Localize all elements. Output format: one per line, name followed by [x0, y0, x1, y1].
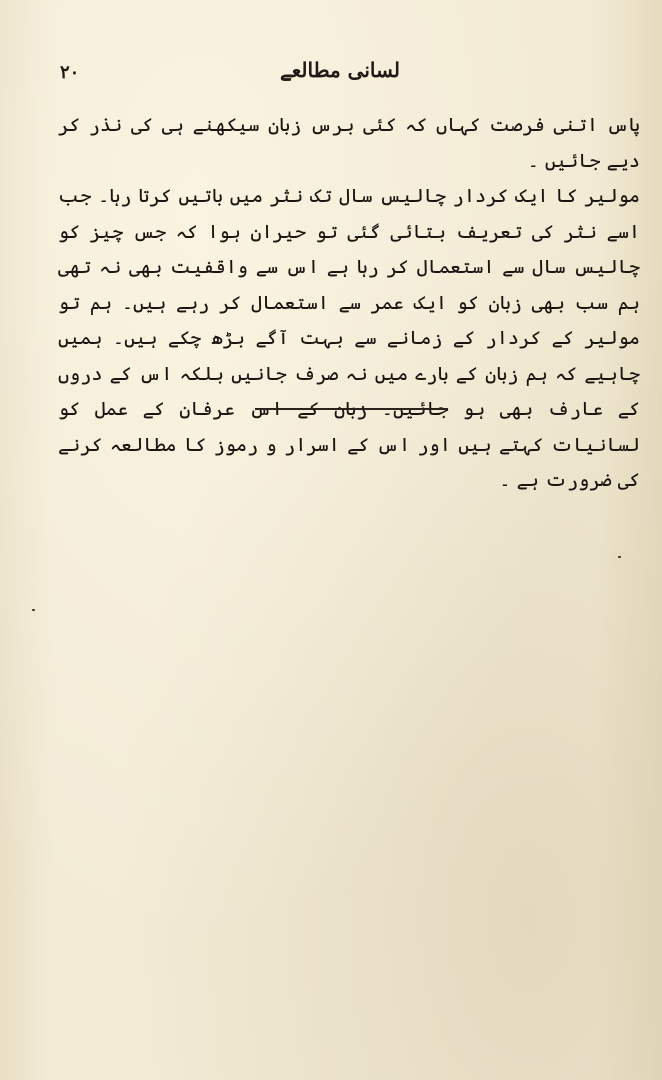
paper-speck	[618, 556, 621, 558]
paragraph-1: پاس اتنی فرصت کہاں کہ کئی برس زبان سیکھنے ہی کی نذر کر دیے جائیں ۔	[58, 114, 640, 172]
section-divider-rule	[255, 408, 448, 410]
body-text	[58, 108, 640, 499]
paragraph-2: مولیر کا ایک کردار چالیس سال تک نثر میں باتیں کرتا رہا۔ جب اسے نثر کی تعریف بتائی گئی تو حیران ہوا کہ جس چیز کو چالیس سال سے استعمال کر رہا ہے اس سے واقفیت بھی نہ تھی ہم سب بھی زبان کو ایک عمر سے استعمال کر رہے ہیں۔ ہم تو مولیر کے کردار کے زمانے سے بہت آگے بڑھ چکے ہیں۔ ہمیں چاہیے کہ ہم زبان کے بارے میں نہ صرف جانیں بلکہ اس کے دروں کے عارف بھی ہو جائیں۔ زبان کے اس عرفان کے عمل کو لسانیات کہتے ہیں اور اس کے اسرار و رموز کا مطالعہ کرنے کی ضرورت ہے ۔	[58, 185, 640, 491]
page-number: ۲۰	[60, 62, 80, 83]
running-title: لسانی مطالعے	[280, 58, 400, 82]
page-header	[40, 56, 640, 92]
paper-speck	[32, 609, 35, 611]
